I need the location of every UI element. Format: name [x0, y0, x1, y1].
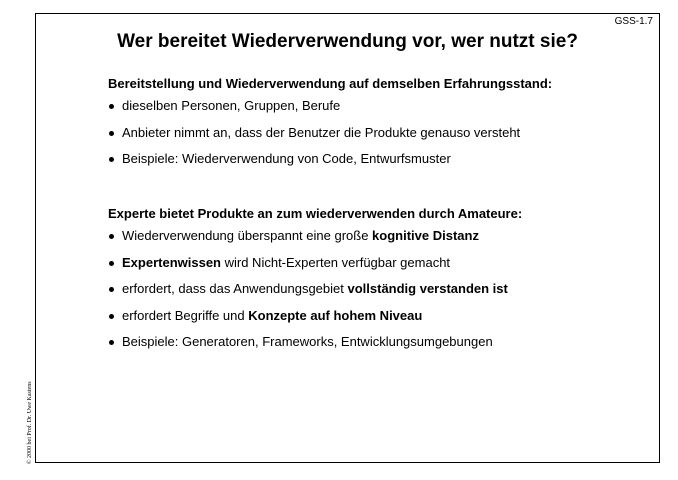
bullet-item: [108, 254, 648, 281]
slide-frame: [35, 13, 660, 463]
bullet-text-plain: erfordert Begriffe und: [122, 307, 249, 323]
bullet-text: [122, 255, 450, 270]
bullet-text: [122, 308, 422, 323]
bullet-dot-icon: [109, 131, 114, 136]
copyright-note: © 2000 bei Prof. Dr. Uwe Kastens: [27, 381, 33, 464]
bullet-text-plain: erfordert, dass das Anwendungsgebiet: [122, 281, 348, 296]
bullet-dot-icon: [109, 340, 114, 345]
bullet-text-bold: Konzepte auf hohem Niveau: [248, 307, 423, 323]
bullet-text-plain: wird Nicht-Experten verfügbar gemacht: [221, 254, 451, 270]
bullet-dot-icon: [109, 314, 114, 319]
slide-title: Wer bereitet Wiederverwendung vor, wer nutzt sie?: [117, 31, 578, 52]
bullet-item: [108, 124, 648, 151]
bullet-item: [108, 333, 648, 360]
bullet-text: [122, 125, 520, 140]
bullet-text: [122, 98, 340, 113]
bullet-text-bold: kognitive Distanz: [372, 228, 479, 243]
bullet-text-plain: Anbieter nimmt an, dass der Benutzer die Produkte genauso versteht: [122, 124, 521, 140]
bullet-text: [122, 334, 493, 349]
bullet-item: [108, 150, 648, 177]
bullet-text-bold: vollständig verstanden ist: [347, 281, 508, 296]
bullet-list: [108, 97, 648, 177]
bullet-text-plain: dieselben Personen, Gruppen, Berufe: [122, 98, 341, 113]
bullet-dot-icon: [109, 234, 114, 239]
bullet-item: [108, 280, 648, 307]
bullet-list: [108, 227, 648, 360]
bullet-dot-icon: [109, 157, 114, 162]
section-same-experience: [108, 75, 648, 177]
section-expert-amateur: [108, 205, 648, 360]
bullet-text-bold: Expertenwissen: [122, 254, 221, 270]
section-heading: Experte bietet Produkte an zum wiederverwenden durch Amateure:: [108, 206, 523, 221]
section-heading: Bereitstellung und Wiederverwendung auf demselben Erfahrungsstand:: [108, 76, 553, 91]
bullet-text: [122, 151, 451, 166]
slide-id: GSS-1.7: [614, 16, 653, 27]
bullet-text-plain: Wiederverwendung überspannt eine große: [122, 228, 373, 243]
bullet-text-plain: Beispiele: Generatoren, Frameworks, Entwicklungsumgebungen: [122, 334, 493, 349]
bullet-dot-icon: [109, 104, 114, 109]
bullet-text-plain: Beispiele: Wiederverwendung von Code, Entwurfsmuster: [122, 151, 451, 166]
bullet-item: [108, 307, 648, 334]
bullet-text: [122, 228, 479, 243]
bullet-item: [108, 97, 648, 124]
bullet-dot-icon: [109, 261, 114, 266]
bullet-item: [108, 227, 648, 254]
bullet-dot-icon: [109, 287, 114, 292]
bullet-text: [122, 281, 508, 296]
